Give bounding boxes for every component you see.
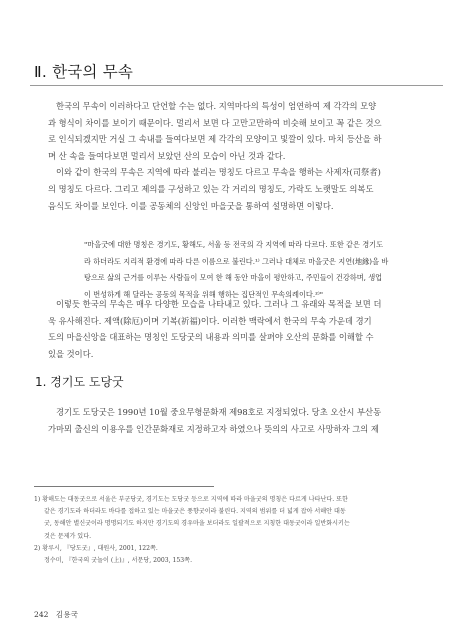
page-footer: [34, 609, 83, 620]
footnote-line: 같은 경기도라 하더라도 바다를 접하고 있는 마을굿은 풍향굿이라 불린다. 지역의 범위를 더 넓게 잡아 서해안 대동: [44, 508, 346, 516]
body-line: 이와 같이 한국의 무속은 지역에 따라 불리는 명칭도 다르고 무속을 행하는 사제자(司祭者): [56, 167, 381, 178]
body-paragraph-1: [48, 98, 448, 214]
section-title: 1. 경기도 도당굿: [35, 375, 124, 389]
body-line: 의 명칭도 다르다. 그리고 제의를 구성하고 있는 각 거리의 명칭도, 가락도 노랫말도 의복도: [48, 183, 374, 194]
body-line: 로 인식되겠지만 거실 그 속내를 들여다보면 제 각각의 모양이고 빛깔이 있다. 마치 등산을 하: [48, 134, 382, 145]
footnotes: [34, 494, 444, 567]
chapter-title: Ⅱ. 한국의 무속: [34, 63, 134, 81]
body-line: 며 산 속을 들여다보면 멀리서 보았던 산의 모습이 아닌 것과 같다.: [48, 150, 286, 161]
page-number: 242: [34, 610, 49, 619]
footnote-line: 굿, 동해안 별신굿이라 명명되기도 하지만 경기도의 경우마을 보더라도 일괄적으로 지칭한 대동굿이라 일반화시키는: [44, 520, 350, 528]
footnote-line: 2) 황루시, 『당도굿』, 대원사, 2001, 122쪽.: [34, 544, 158, 552]
body-line: 경기도 도당굿은 1990년 10월 중요무형문화재 제98호로 지정되었다. 당초 오산시 부산동: [56, 407, 382, 417]
body-line: 욱 유사해진다. 제액(除厄)이며 기복(祈福)이다. 이러한 맥락에서 한국의 무속 가운데 경기: [48, 315, 372, 326]
quote-line: "마을굿에 대한 명칭은 경기도, 황해도, 서울 등 전국의 각 지역에 따라 다르다. 또한 같은 경기도: [84, 240, 384, 249]
chapter-title-rule: [30, 85, 443, 86]
quote-line: 탕으로 삶의 근거를 이루는 사람들이 모여 한 해 동안 마을이 평안하고, 주민들이 건강하며, 생업: [84, 273, 383, 282]
body-line: 가마뫼 출신의 이용우를 인간문화재로 지정하고자 하였으나 뜻의의 사고로 사망하자 그의 제: [48, 423, 379, 434]
quote-line: 라 하더라도 지리적 환경에 따라 다른 이름으로 불린다.¹⁾ 그러나 대체로 마을굿은 지연(地緣)을 바: [84, 256, 389, 266]
quote-line: 이 번성하게 해 달라는 공동의 목적을 위해 행하는 집단적인 무속의례이다.²⁾": [84, 289, 324, 299]
body-line: 이렇듯 한국의 무속은 매우 다양한 모습을 나타내고 있다. 그러나 그 유래와 목적을 보면 더: [56, 299, 382, 309]
footnote-rule: [34, 486, 214, 487]
block-quote: [84, 237, 444, 303]
running-head: 김용국: [55, 610, 78, 619]
body-line: 과 형식이 차이를 보이기 때문이다. 멀리서 보면 다 고만고만하여 비슷해 보이고 꼭 같은 것으: [48, 117, 382, 128]
footnote-line: 것은 문제가 있다.: [44, 532, 92, 540]
body-line: 한국의 무속이 이러하다고 단언할 수는 없다. 지역마다의 특성이 엄연하여 제 각각의 모양: [56, 101, 377, 111]
body-line: 도의 마을신앙을 대표하는 명칭인 도당굿의 내용과 의미를 살펴야 오산의 문화를 이해할 수: [48, 332, 374, 343]
footnote-line: 1) 황해도는 대동굿으로 서울은 부군당굿, 경기도는 도당굿 등으로 지역에 따라 마을굿의 명칭은 다르게 나타난다. 또한: [34, 496, 348, 503]
section-paragraph: [48, 404, 448, 437]
body-line: 있을 것이다.: [48, 348, 94, 359]
body-paragraph-2: [48, 296, 448, 362]
footnote-line: 정수미, 『한국의 굿놀이 (上)』, 서문당, 2003, 153쪽.: [44, 556, 193, 564]
body-line: 음식도 차이를 보인다. 이를 공동체의 신앙인 마을굿을 통하여 설명하면 이렇다.: [48, 200, 334, 211]
